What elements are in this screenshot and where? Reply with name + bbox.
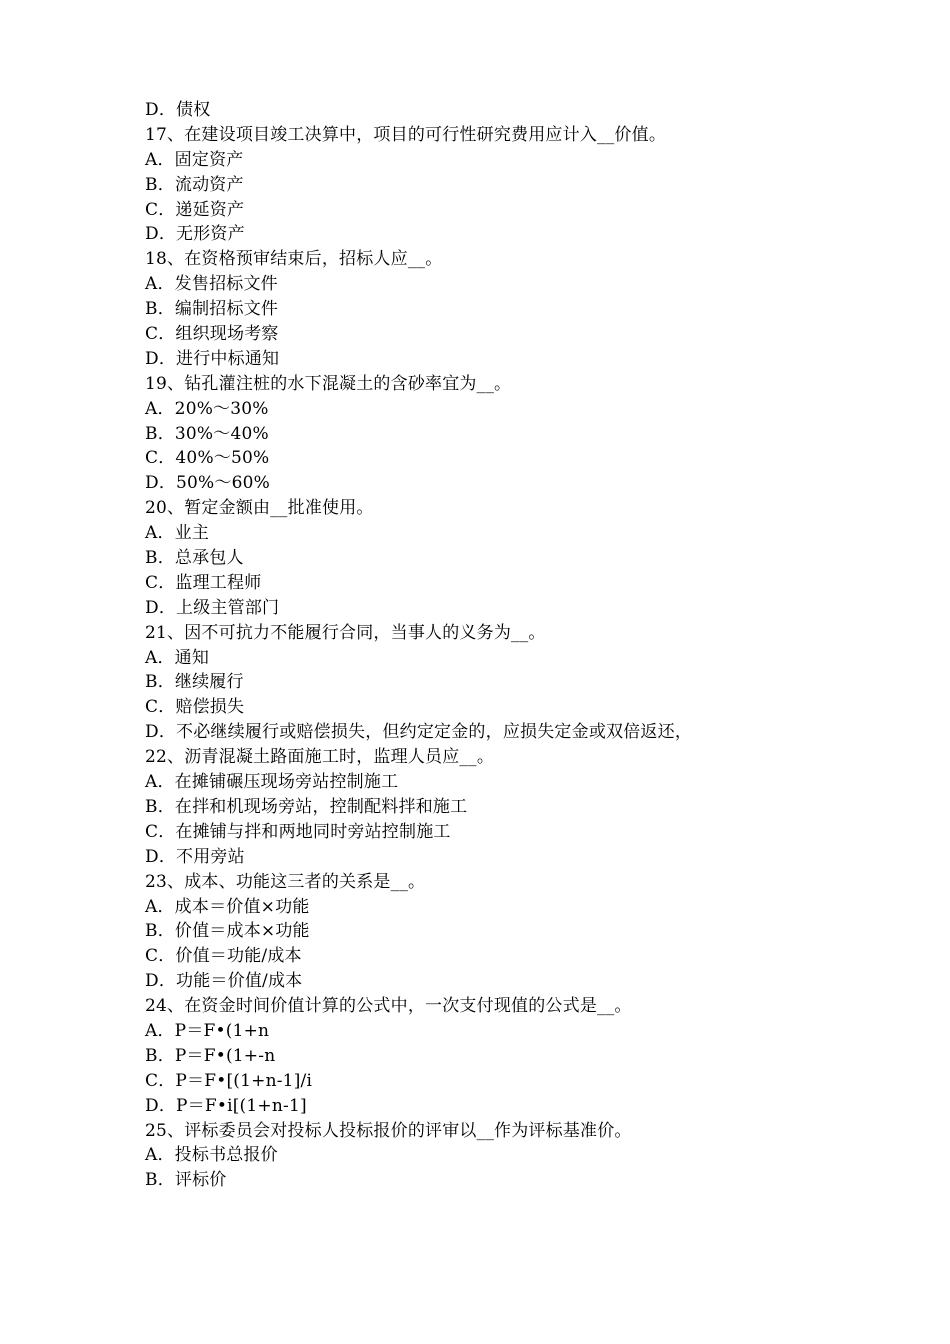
answer-option-19b: B．30%～40%: [145, 423, 269, 444]
answer-option-18a: A．发售招标文件: [145, 274, 278, 295]
answer-option-19c: C．40%～50%: [145, 448, 270, 469]
answer-option-17c: C．递延资产: [145, 199, 245, 220]
answer-option-22c: C．在摊铺与拌和两地同时旁站控制施工: [145, 821, 451, 842]
answer-option-17d: D．无形资产: [145, 224, 245, 245]
question-24: 24、在资金时间价值计算的公式中，一次支付现值的公式是__。: [145, 996, 632, 1017]
answer-option-23b: B．价值＝成本×功能: [145, 921, 310, 942]
answer-option-17a: A．固定资产: [145, 149, 244, 170]
answer-option-19d: D．50%～60%: [145, 473, 271, 494]
answer-option-23a: A．成本＝价值×功能: [145, 896, 310, 917]
answer-option-24c: C．P＝F•[(1+n-1]/i: [145, 1070, 313, 1091]
answer-option-18c: C．组织现场考察: [145, 324, 279, 345]
answer-option-16d: D．债权: [145, 100, 211, 120]
answer-option-23c: C．价值＝功能/成本: [145, 946, 302, 967]
question-18: 18、在资格预审结束后，招标人应__。: [145, 249, 443, 270]
question-19: 19、钻孔灌注桩的水下混凝土的含砂率宜为__。: [145, 373, 512, 394]
answer-option-22a: A．在摊铺碾压现场旁站控制施工: [145, 772, 399, 793]
answer-option-18d: D．进行中标通知: [145, 348, 280, 369]
answer-option-25b: B．评标价: [145, 1170, 227, 1191]
question-17: 17、在建设项目竣工决算中，项目的可行性研究费用应计入__价值。: [145, 124, 667, 145]
answer-option-24d: D．P＝F•i[(1+n-1]: [145, 1095, 307, 1116]
document-text: [145, 98, 825, 1193]
answer-option-20c: C．监理工程师: [145, 572, 262, 593]
answer-option-21b: B．继续履行: [145, 672, 244, 693]
answer-option-19a: A．20%～30%: [145, 398, 269, 419]
answer-option-21a: A．通知: [145, 647, 210, 668]
answer-option-20d: D．上级主管部门: [145, 597, 280, 618]
question-20: 20、暂定金额由__批准使用。: [145, 498, 374, 519]
answer-option-18b: B．编制招标文件: [145, 299, 279, 320]
question-21: 21、因不可抗力不能履行合同，当事人的义务为__。: [145, 622, 546, 643]
answer-option-22b: B．在拌和机现场旁站，控制配料拌和施工: [145, 796, 468, 817]
answer-option-20b: B．总承包人: [145, 548, 244, 569]
answer-option-23d: D．功能＝价值/成本: [145, 971, 303, 992]
answer-option-17b: B．流动资产: [145, 174, 244, 195]
answer-option-24a: A．P＝F•(1+n: [145, 1020, 270, 1041]
answer-option-21d: D．不必继续履行或赔偿损失，但约定定金的，应损失定金或双倍返还，: [145, 722, 693, 743]
answer-option-25a: A．投标书总报价: [145, 1145, 278, 1166]
answer-option-24b: B．P＝F•(1+-n: [145, 1045, 276, 1066]
answer-option-22d: D．不用旁站: [145, 846, 245, 867]
question-22: 22、沥青混凝土路面施工时，监理人员应__。: [145, 747, 495, 768]
answer-option-20a: A．业主: [145, 523, 210, 544]
answer-option-21c: C．赔偿损失: [145, 697, 245, 718]
question-23: 23、成本、功能这三者的关系是__。: [145, 871, 426, 892]
question-25: 25、评标委员会对投标人投标报价的评审以__作为评标基准价。: [145, 1120, 632, 1141]
